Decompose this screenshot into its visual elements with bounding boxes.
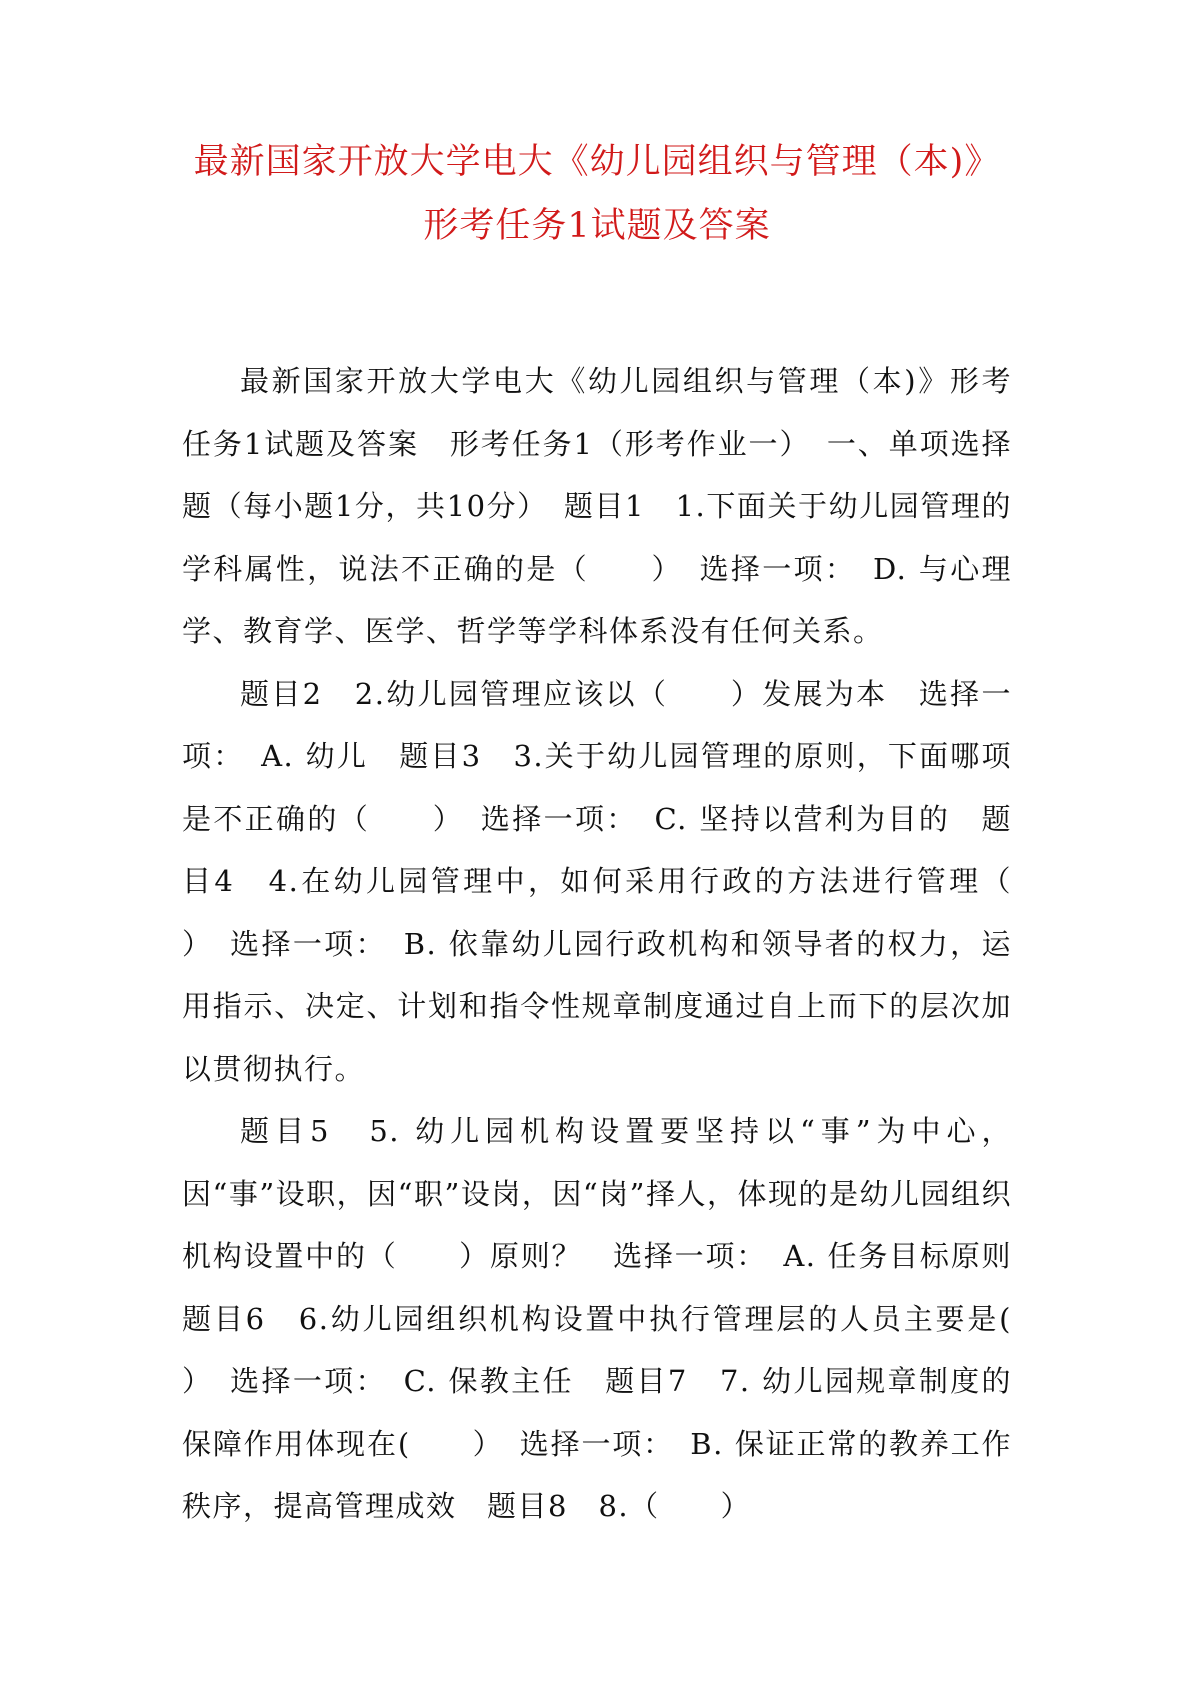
paragraph-2: 题目2 2.幼儿园管理应该以（ ）发展为本 选择一项： A. 幼儿 题目3 3.关于幼儿园管理的原则，下面哪项是不正确的（ ） 选择一项： C. 坚持以营利为目的 题目4 4.在幼儿园管理中，如何采用行政的方法进行管理（ ） 选择一项： B. 依靠幼儿园行政机构和领导者的权力，运用指示、决定、计划和指令性规章制度通过自上而下的层次加以贯彻执行。 bbox=[182, 676, 1074, 1086]
paragraph-3: 题目5 5. 幼儿园机构设置要坚持以“事”为中心，因“事”设职，因“职”设岗，因“岗”择人，体现的是幼儿园组织机构设置中的（ ）原则？ 选择一项： A. 任务目标原则 题目6 6.幼儿园组织机构设置中执行管理层的人员主要是( ） 选择一项： C. 保教主任 题目7 7. 幼儿园规章制度的保障作用体现在( ） 选择一项： B. 保证正常的教养工作秩序，提高管理成效 题目8 8.（ ） bbox=[182, 1114, 1074, 1523]
paragraph-1: 最新国家开放大学电大《幼儿园组织与管理（本)》形考任务1试题及答案 形考任务1（形考作业一） 一、单项选择题（每小题1分，共10分） 题目1 1.下面关于幼儿园管理的学科属性，说法不正确的是（ ） 选择一项： D. 与心理学、教育学、医学、哲学等学科体系没有任何关系。 bbox=[182, 364, 1012, 648]
document-title: 最新国家开放大学电大《幼儿园组织与管理（本)》形考任务1试题及答案 bbox=[193, 142, 1001, 246]
document-body bbox=[182, 350, 1074, 1538]
